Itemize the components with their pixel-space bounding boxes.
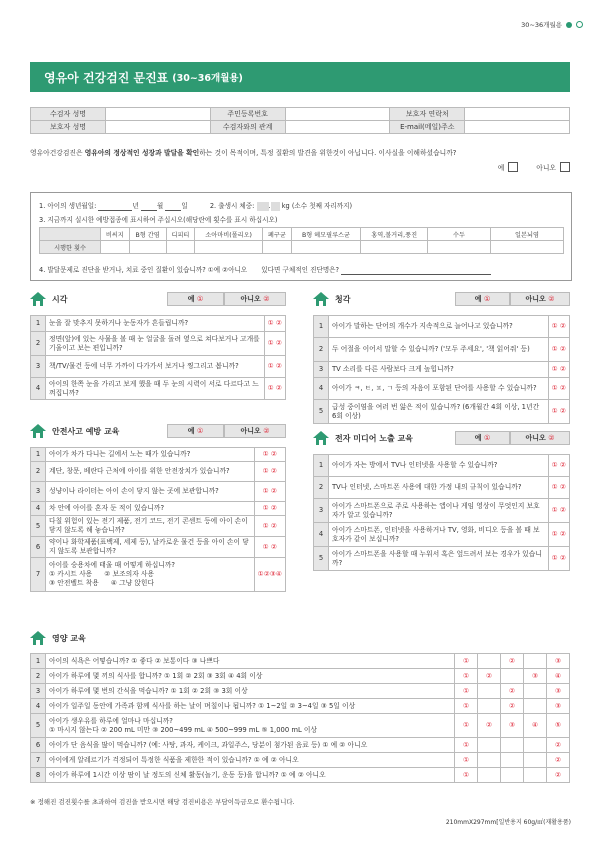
- question-number: 2: [31, 332, 46, 356]
- answer-1[interactable]: ①: [455, 714, 478, 738]
- answer-2[interactable]: ②: [547, 768, 570, 783]
- consent-yes-checkbox[interactable]: [508, 162, 518, 172]
- answer-empty: [501, 738, 524, 753]
- answer-empty: [524, 684, 547, 699]
- answer-1[interactable]: ①: [455, 753, 478, 768]
- yes-label: 예: [474, 295, 484, 303]
- examinee-name-label: 수검자 성명: [31, 108, 106, 121]
- no-number: ②: [263, 427, 270, 435]
- vision-yes-header: [167, 292, 224, 306]
- answer-choices[interactable]: ① ②: [548, 455, 569, 477]
- question-number: 3: [314, 499, 329, 523]
- safety-section-header: [30, 423, 119, 439]
- footer-note: ※ 정해진 검진횟수를 초과하여 검진을 받으시면 해당 검진비용은 부담이득금으로 환수됩니다.: [30, 798, 295, 806]
- answer-choices[interactable]: ① ②: [548, 547, 569, 571]
- nutrition-section-header: [30, 630, 86, 646]
- answer-choices[interactable]: ① ②: [264, 356, 285, 378]
- resident-number-field[interactable]: [285, 108, 390, 121]
- answer-1[interactable]: ①: [455, 654, 478, 669]
- question-text: 아이가 일주일 동안에 가족과 함께 식사를 하는 날이 며칠이나 됩니까? ① 1~2일 ② 3~4일 ③ 5일 이상: [46, 699, 455, 714]
- question-text-with-options: [46, 558, 255, 592]
- birth-weight-label: 2. 출생시 체중:: [209, 202, 257, 210]
- answer-choices[interactable]: ①②③④: [254, 558, 285, 592]
- question-number: 2: [31, 462, 46, 482]
- question-number: 5: [31, 516, 46, 537]
- option-text: ② 보조의자 사용: [104, 570, 155, 578]
- filled-dot-icon: [566, 22, 572, 28]
- safety-no-header: [224, 424, 286, 438]
- question-text: 책/TV/물건 등에 너무 가까이 다가가서 보거나 찡그리고 봅니까?: [46, 356, 265, 378]
- birth-year-field[interactable]: [98, 202, 132, 211]
- question-number: 4: [31, 502, 46, 516]
- question-text: 계단, 창문, 베란다 근처에 아이를 위한 안전장치가 있습니까?: [46, 462, 255, 482]
- question-number: 3: [31, 356, 46, 378]
- question-text: 약이나 화학제품(표백제, 세제 등), 날카로운 물건 등을 아이 손이 닿지 않도록 보관합니까?: [46, 537, 255, 558]
- answer-empty: [524, 654, 547, 669]
- vaccination-table: [39, 227, 564, 254]
- weight-int-field[interactable]: [257, 202, 269, 211]
- vac-count-label: 시행한 횟수: [40, 241, 101, 254]
- guardian-contact-label: 보호자 연락처: [390, 108, 465, 121]
- hearing-table: [313, 315, 570, 424]
- answer-1[interactable]: ①: [455, 768, 478, 783]
- question-text: 아이가 ㅋ, ㅌ, ㅍ, ㄱ 등의 자음이 포함된 단어를 사용할 수 있습니까?: [329, 378, 549, 400]
- consent-no-checkbox[interactable]: [560, 162, 570, 172]
- question-text: 아이가 말하는 단어의 개수가 지속적으로 늘어나고 있습니까?: [329, 316, 549, 338]
- answer-choices[interactable]: ① ②: [548, 477, 569, 499]
- relationship-field[interactable]: [285, 121, 390, 134]
- question-text: 아이가 하루에 몇 끼의 식사를 합니까? ① 1회 ② 2회 ③ 3회 ④ 4회 이상: [46, 669, 455, 684]
- yes-number: ①: [483, 295, 491, 303]
- vision-title: 시각: [52, 294, 68, 304]
- question-number: 1: [314, 316, 329, 338]
- answer-empty: [501, 669, 524, 684]
- question-number: 1: [314, 455, 329, 477]
- yes-number: ①: [196, 427, 204, 435]
- answer-1[interactable]: ①: [455, 699, 478, 714]
- question-number: 4: [314, 523, 329, 547]
- vaccination-instruction: 3. 지금까지 실시한 예방접종에 표시하여 주십시오(해당란에 횟수를 표시 하십시오): [39, 216, 278, 224]
- answer-choices[interactable]: ① ②: [548, 316, 569, 338]
- page-subtitle: (30~36개월용): [172, 73, 243, 84]
- question-text: 아이에게 알레르기가 걱정되어 특정한 식품을 제한한 적이 있습니까? ① 예 ② 아니오: [46, 753, 455, 768]
- weight-unit: kg (소수 첫째 자리까지): [281, 202, 353, 210]
- no-label: 아니오: [525, 434, 549, 442]
- weight-decimal-field[interactable]: [271, 202, 280, 211]
- hearing-no-header: [510, 292, 570, 306]
- question-text: 아이가 자는 방에서 TV나 인터넷을 사용할 수 있습니까?: [329, 455, 549, 477]
- month-unit: 월: [156, 202, 164, 210]
- safety-title: 안전사고 예방 교육: [52, 426, 120, 436]
- answer-empty: [501, 753, 524, 768]
- yes-label: 예: [187, 295, 197, 303]
- answer-empty: [524, 738, 547, 753]
- vac-count-cell[interactable]: [195, 241, 263, 254]
- safety-table: [30, 447, 286, 592]
- no-number: ②: [548, 434, 555, 442]
- vision-no-header: [224, 292, 286, 306]
- house-icon: [30, 631, 46, 645]
- vac-count-cell[interactable]: [166, 241, 195, 254]
- empty-dot-icon: [576, 21, 583, 28]
- house-icon: [30, 292, 46, 306]
- vac-dtp: 디피티: [166, 228, 195, 241]
- vac-hepb: B형 간염: [129, 228, 166, 241]
- vac-count-cell[interactable]: [428, 241, 491, 254]
- answer-choices[interactable]: ① ②: [548, 400, 569, 424]
- consent-statement: [30, 147, 575, 172]
- vac-count-cell[interactable]: [263, 241, 292, 254]
- answer-2[interactable]: ②: [547, 753, 570, 768]
- question-text: 아이가 스마트폰, 인터넷을 사용하거나 TV, 영화, 비디오 등을 볼 때 보호자가 같이 보십니까?: [329, 523, 549, 547]
- vac-polio: 소아마비(폴리오): [195, 228, 263, 241]
- question-text: 아이가 하루에 몇 번의 간식을 먹습니까? ① 1회 ② 2회 ③ 3회 이상: [46, 684, 455, 699]
- question-text: 아이가 스마트폰을 사용할 때 누워서 혹은 엎드려서 보는 경우가 있습니까?: [329, 547, 549, 571]
- answer-1[interactable]: ①: [455, 669, 478, 684]
- resident-number-label: 주민등록번호: [210, 108, 285, 121]
- answer-choices[interactable]: ① ②: [548, 499, 569, 523]
- media-title: 전자 미디어 노출 교육: [335, 433, 413, 443]
- answer-empty: [524, 768, 547, 783]
- vac-je: 일본뇌염: [491, 228, 564, 241]
- vac-count-cell[interactable]: [101, 241, 130, 254]
- answer-choices[interactable]: ① ②: [264, 332, 285, 356]
- safety-yes-header: [167, 424, 224, 438]
- answer-choices[interactable]: ① ②: [254, 516, 285, 537]
- question-text: TV 소리를 다른 사람보다 크게 높힙니까?: [329, 362, 549, 378]
- answer-empty: [478, 699, 501, 714]
- answer-choices[interactable]: ① ②: [548, 378, 569, 400]
- vac-bcg: 비씨지: [101, 228, 130, 241]
- question-number: 8: [31, 768, 46, 783]
- answer-empty: [478, 753, 501, 768]
- answer-2[interactable]: ②: [501, 654, 524, 669]
- email-field[interactable]: [465, 121, 570, 134]
- age-badge: [521, 20, 583, 29]
- vac-pneumo: 폐구균: [263, 228, 292, 241]
- answer-choices[interactable]: ① ②: [254, 482, 285, 502]
- answer-choices[interactable]: ① ②: [548, 338, 569, 362]
- answer-choices[interactable]: ① ②: [548, 362, 569, 378]
- development-question: [39, 264, 564, 275]
- media-no-header: [510, 431, 570, 445]
- question-text: 급성 중이염을 여러 번 앓은 적이 있습니까? (6개월간 4회 이상, 1년간 6회 이상): [329, 400, 549, 424]
- question-number: 7: [31, 558, 46, 592]
- answer-3[interactable]: ③: [524, 669, 547, 684]
- answer-choices[interactable]: ① ②: [548, 523, 569, 547]
- question-text: 아이가 하루에 1시간 이상 땀이 날 정도의 신체 활동(놀기, 운동 등)을 합니까? ① 예 ② 아니오: [46, 768, 455, 783]
- option-text: ① 카시트 사용: [49, 570, 93, 578]
- question-number: 3: [31, 482, 46, 502]
- answer-3[interactable]: ③: [547, 654, 570, 669]
- answer-empty: [501, 768, 524, 783]
- answer-3[interactable]: ③: [547, 684, 570, 699]
- consent-text-bold: 영유아의 정상적인 성장과 발달을 확인: [84, 149, 200, 157]
- question-text: 아이가 생우유를 하루에 얼마나 마십니까?: [49, 716, 173, 725]
- answer-2[interactable]: ②: [501, 684, 524, 699]
- development-question-text: 4. 발달문제로 진단을 받거나, 치료 중인 질환이 있습니까? ①예 ②아니오: [39, 266, 248, 274]
- hearing-section-header: [313, 291, 350, 307]
- vac-count-cell[interactable]: [129, 241, 166, 254]
- vision-table: [30, 315, 286, 400]
- guardian-contact-field[interactable]: [465, 108, 570, 121]
- option-text: ① 마시지 않는다 ② 200 mL 미만 ③ 200~499 mL ④ 500~999 mL ⑤ 1,000 mL 이상: [49, 725, 318, 734]
- answer-4[interactable]: ④: [547, 669, 570, 684]
- email-label: E-mail(메일)주소: [390, 121, 465, 134]
- question-text-with-options: [46, 714, 455, 738]
- yes-number: ①: [483, 434, 491, 442]
- question-number: 4: [31, 378, 46, 400]
- yes-number: ①: [196, 295, 204, 303]
- question-number: 3: [314, 362, 329, 378]
- personal-info-table: [30, 107, 570, 134]
- answer-1[interactable]: ①: [455, 684, 478, 699]
- answer-3[interactable]: ③: [547, 699, 570, 714]
- house-icon: [30, 424, 46, 438]
- answer-choices[interactable]: ① ②: [254, 502, 285, 516]
- page-title: 영유아 건강검진 문진표: [44, 70, 169, 85]
- birth-day-field[interactable]: [165, 202, 181, 211]
- answer-empty: [478, 654, 501, 669]
- vac-count-cell[interactable]: [491, 241, 564, 254]
- answer-empty: [478, 684, 501, 699]
- question-number: 7: [31, 753, 46, 768]
- answer-empty: [478, 768, 501, 783]
- answer-choices[interactable]: ① ②: [254, 537, 285, 558]
- consent-choices: [498, 162, 570, 172]
- answer-empty: [478, 738, 501, 753]
- question-number: 6: [31, 537, 46, 558]
- answer-2[interactable]: ②: [478, 714, 501, 738]
- birth-month-field[interactable]: [141, 202, 157, 211]
- vision-section-header: [30, 291, 67, 307]
- question-text: 차 안에 아이를 혼자 둔 적이 있습니까?: [46, 502, 255, 516]
- age-badge-text: 30~36개월용: [521, 21, 562, 29]
- answer-choices[interactable]: ① ②: [264, 316, 285, 332]
- media-yes-header: [455, 431, 510, 445]
- nutrition-table: [30, 653, 570, 783]
- answer-1[interactable]: ①: [455, 738, 478, 753]
- guardian-name-field[interactable]: [106, 121, 211, 134]
- question-text: 아이의 한쪽 눈을 가리고 보게 했을 때 두 눈의 시력이 서로 다르다고 느껴집니까?: [46, 378, 265, 400]
- yes-label: 예: [187, 427, 197, 435]
- vac-count-cell[interactable]: [361, 241, 428, 254]
- birthdate-label: 1. 아이의 생년월일:: [39, 202, 99, 210]
- day-unit: 일: [181, 202, 188, 210]
- question-number: 2: [314, 477, 329, 499]
- no-label: 아니오: [240, 427, 264, 435]
- vac-count-cell[interactable]: [291, 241, 361, 254]
- consent-text-pre: 영유아건강검진은: [30, 149, 85, 157]
- answer-2[interactable]: ②: [478, 669, 501, 684]
- question-text: 아이가 차가 다니는 길에서 노는 때가 있습니까?: [46, 448, 255, 462]
- answer-choices[interactable]: ① ②: [254, 462, 285, 482]
- answer-4[interactable]: ④: [524, 714, 547, 738]
- basic-info-box: [30, 192, 572, 281]
- question-number: 4: [314, 378, 329, 400]
- yes-label: 예: [474, 434, 484, 442]
- title-bar: [30, 62, 570, 92]
- nutrition-title: 영양 교육: [52, 633, 86, 643]
- question-text: 성냥이나 라이터는 아이 손이 닿지 않는 곳에 보관합니까?: [46, 482, 255, 502]
- vac-varicella: 수두: [428, 228, 491, 241]
- question-number: 1: [31, 448, 46, 462]
- answer-3[interactable]: ③: [501, 714, 524, 738]
- answer-5[interactable]: ⑤: [547, 714, 570, 738]
- question-number: 2: [31, 669, 46, 684]
- answer-2[interactable]: ②: [501, 699, 524, 714]
- diagnosis-label: 있다면 구체적인 진단명은?: [261, 266, 340, 274]
- question-text: 눈을 잘 맞추지 못하거나 눈동자가 흔들립니까?: [46, 316, 265, 332]
- diagnosis-field[interactable]: [341, 266, 491, 275]
- option-text: ③ 안전벨트 착용: [49, 579, 99, 587]
- answer-empty: [524, 753, 547, 768]
- answer-choices[interactable]: ① ②: [264, 378, 285, 400]
- question-text: 두 어절을 이어서 말할 수 있습니까? ('모두 주세요', '책 읽어줘' 등): [329, 338, 549, 362]
- consent-no-label: 아니오: [536, 164, 556, 172]
- media-section-header: [313, 430, 413, 446]
- question-number: 3: [31, 684, 46, 699]
- vac-hib: B형 헤모필루스균: [291, 228, 361, 241]
- no-label: 아니오: [240, 295, 264, 303]
- guardian-name-label: 보호자 성명: [31, 121, 106, 134]
- question-text: 아이가 스마트폰으로 주로 사용하는 앱이나 게임 영상이 무엇인지 보호자가 알고 있습니까?: [329, 499, 549, 523]
- question-text: 아이를 승용차에 태울 때 어떻게 하십니까?: [49, 561, 176, 569]
- house-icon: [313, 292, 329, 306]
- examinee-name-field[interactable]: [106, 108, 211, 121]
- question-number: 5: [31, 714, 46, 738]
- paper-size-note: 210mmX297mm[일반용지 60g/㎡(재활용품): [445, 819, 571, 826]
- question-number: 6: [31, 738, 46, 753]
- question-text: 다칠 위험이 있는 전기 제품, 전기 코드, 전기 콘센트 등에 아이 손이 닿지 않도록 해 놓습니까?: [46, 516, 255, 537]
- relationship-label: 수검자와의 관계: [210, 121, 285, 134]
- question-text: TV나 인터넷, 스마트폰 사용에 대한 가정 내의 규칙이 있습니까?: [329, 477, 549, 499]
- question-text: 아이의 식욕은 어떻습니까? ① 좋다 ② 보통이다 ③ 나쁘다: [46, 654, 455, 669]
- year-unit: 년: [132, 202, 139, 210]
- question-number: 5: [314, 547, 329, 571]
- answer-2[interactable]: ②: [547, 738, 570, 753]
- hearing-title: 청각: [335, 294, 351, 304]
- consent-text-post: 하는 것이 목적이며, 특정 질환의 발견을 위한것이 아닙니다. 이사실을 이해하셨습니까?: [199, 149, 457, 157]
- option-text: ④ 그냥 앉힌다: [110, 579, 155, 587]
- question-text: 아이가 단 음식을 많이 먹습니까? (예: 사탕, 과자, 케이크, 과일주스, 당분이 첨가된 음료 등) ① 예 ② 아니오: [46, 738, 455, 753]
- question-text: 정면(앞)에 있는 사물을 볼 때 눈 얼굴을 돌려 옆으로 쳐다보거나 고개를 기울이고 보는 편입니까?: [46, 332, 265, 356]
- vac-mmr: 홍역,볼거리,풍진: [361, 228, 428, 241]
- house-icon: [313, 431, 329, 445]
- question-number: 4: [31, 699, 46, 714]
- question-number: 2: [314, 338, 329, 362]
- media-table: [313, 454, 570, 571]
- no-label: 아니오: [525, 295, 549, 303]
- vac-corner-cell: [40, 228, 101, 241]
- question-number: 5: [314, 400, 329, 424]
- question-number: 1: [31, 316, 46, 332]
- question-number: 1: [31, 654, 46, 669]
- birth-weight-line: 1. 아이의 생년월일: 년 월 일 2. 출생시 체중: . kg (소수 첫째 자리까지): [39, 202, 353, 210]
- hearing-yes-header: [455, 292, 510, 306]
- consent-yes-label: 예: [497, 164, 505, 172]
- answer-choices[interactable]: ① ②: [254, 448, 285, 462]
- answer-empty: [524, 699, 547, 714]
- no-number: ②: [263, 295, 270, 303]
- no-number: ②: [548, 295, 555, 303]
